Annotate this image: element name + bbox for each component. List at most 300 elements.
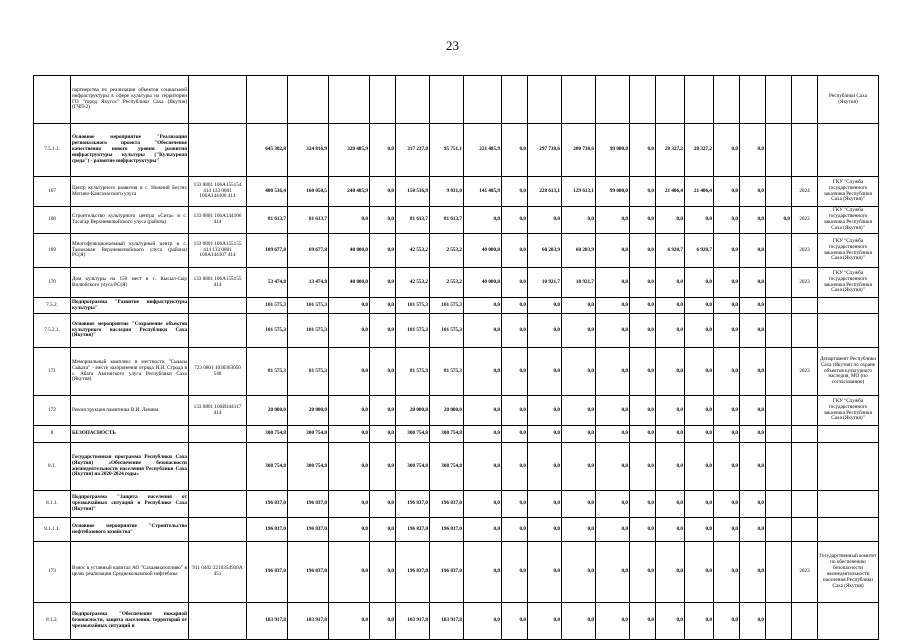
total-federal: 0,0 <box>329 207 370 234</box>
y3-all <box>656 76 685 124</box>
total-all: 109 677,8 <box>247 234 288 268</box>
total-republic: 324 816,9 <box>288 124 329 177</box>
y2-federal: 0,0 <box>596 314 630 348</box>
y3-other: 0,0 <box>740 124 766 177</box>
total-all: 196 837,0 <box>247 518 288 542</box>
row-name: Государственная программа Республики Саха (Якутия) «Обеспечение безопасности жизнедеятельности населения Республики Саха (Якутия) на 2020-2024 годы» <box>71 443 189 491</box>
y1-all: 81 613,7 <box>396 207 430 234</box>
completion-year <box>792 443 818 491</box>
table-row <box>34 542 879 603</box>
y3-all: 0,0 <box>656 268 685 298</box>
y4-all <box>766 348 792 396</box>
y1-federal: 40 000,0 <box>464 234 502 268</box>
y1-republic: 300 754,8 <box>430 426 464 443</box>
total-all: 196 837,0 <box>247 491 288 518</box>
total-all: 645 302,8 <box>247 124 288 177</box>
y2-all: 10 921,7 <box>528 268 562 298</box>
row-number: 173 <box>34 542 71 603</box>
y3-all: 0,0 <box>656 491 685 518</box>
total-all: 81 575,3 <box>247 348 288 396</box>
y1-all: 81 575,3 <box>396 348 430 396</box>
total-all: 300 754,8 <box>247 443 288 491</box>
row-number: 169 <box>34 234 71 268</box>
y3-federal <box>714 76 740 124</box>
y1-federal: 0,0 <box>464 298 502 314</box>
row-number: 171 <box>34 348 71 396</box>
completion-year: 2023 <box>792 542 818 603</box>
y1-republic: 196 837,0 <box>430 518 464 542</box>
y2-republic: 0,0 <box>562 396 596 426</box>
y2-all: 0,0 <box>528 518 562 542</box>
y3-other: 0,0 <box>740 426 766 443</box>
y1-republic <box>430 76 464 124</box>
y3-other: 0,0 <box>740 443 766 491</box>
y4-all <box>766 177 792 207</box>
y2-federal: 0,0 <box>596 491 630 518</box>
executor <box>818 124 879 177</box>
table-row <box>34 177 879 207</box>
investment-table <box>33 75 879 640</box>
y2-all: 228 613,1 <box>528 177 562 207</box>
y2-other: 0,0 <box>630 542 656 603</box>
total-republic: 196 837,0 <box>288 491 329 518</box>
total-other: 0,0 <box>370 518 396 542</box>
y2-all: 0,0 <box>528 348 562 396</box>
y2-federal: 0,0 <box>596 268 630 298</box>
executor <box>818 298 879 314</box>
y1-all: 196 837,0 <box>396 542 430 603</box>
y3-republic: 0,0 <box>685 348 714 396</box>
y1-other: 0,0 <box>502 542 528 603</box>
y4-all <box>766 314 792 348</box>
y1-other: 0,0 <box>502 314 528 348</box>
total-all <box>247 76 288 124</box>
y3-federal: 0,0 <box>714 234 740 268</box>
completion-year <box>792 298 818 314</box>
table-row <box>34 443 879 491</box>
total-republic <box>288 76 329 124</box>
executor: ГКУ "Служба государственного заказчика Республики Саха (Якутия)" <box>818 177 879 207</box>
completion-year <box>792 518 818 542</box>
row-name: Основное мероприятие "Сохранение объектов культурного наследия Республики Саха (Якутия)" <box>71 314 189 348</box>
y1-all: 103 917,8 <box>396 603 430 640</box>
y1-republic: 300 754,8 <box>430 443 464 491</box>
row-number: 7.5.2. <box>34 298 71 314</box>
completion-year <box>792 603 818 640</box>
y1-all: 20 000,0 <box>396 396 430 426</box>
y1-all: 317 237,0 <box>396 124 430 177</box>
y3-republic: 28 327,2 <box>685 124 714 177</box>
y2-other: 0,0 <box>630 396 656 426</box>
y2-republic: 0,0 <box>562 298 596 314</box>
y1-republic: 101 575,3 <box>430 298 464 314</box>
y4-all <box>766 298 792 314</box>
executor <box>818 603 879 640</box>
y3-other: 0,0 <box>740 491 766 518</box>
row-number: 168 <box>34 207 71 234</box>
completion-year: 2023 <box>792 268 818 298</box>
total-other: 0,0 <box>370 207 396 234</box>
total-republic: 300 754,8 <box>288 426 329 443</box>
y2-federal: 0,0 <box>596 443 630 491</box>
y3-all: 0,0 <box>656 396 685 426</box>
total-all: 20 000,0 <box>247 396 288 426</box>
row-name: Основное мероприятие "Строительство нефтебазового хозяйства" <box>71 518 189 542</box>
total-federal: 0,0 <box>329 603 370 640</box>
y1-federal: 0,0 <box>464 426 502 443</box>
y3-federal: 0,0 <box>714 426 740 443</box>
total-other: 0,0 <box>370 426 396 443</box>
y2-federal: 0,0 <box>596 396 630 426</box>
y1-federal: 0,0 <box>464 396 502 426</box>
row-number: 8.1. <box>34 443 71 491</box>
y1-federal: 221 485,9 <box>464 124 502 177</box>
row-code: 723 0801 1030363050 540 <box>189 348 247 396</box>
table-row <box>34 396 879 426</box>
total-federal: 0,0 <box>329 314 370 348</box>
total-all: 101 575,3 <box>247 298 288 314</box>
y2-other: 0,0 <box>630 207 656 234</box>
y3-other <box>740 76 766 124</box>
y1-other: 0,0 <box>502 124 528 177</box>
y1-federal: 40 000,0 <box>464 268 502 298</box>
y3-all: 0,0 <box>656 603 685 640</box>
table-row <box>34 603 879 640</box>
y3-republic: 0,0 <box>685 518 714 542</box>
executor <box>818 426 879 443</box>
total-federal: 0,0 <box>329 426 370 443</box>
y3-federal: 0,0 <box>714 314 740 348</box>
y1-republic: 81 613,7 <box>430 207 464 234</box>
y3-all: 6 920,7 <box>656 234 685 268</box>
y2-all: 0,0 <box>528 298 562 314</box>
total-federal: 0,0 <box>329 443 370 491</box>
y1-republic: 81 575,3 <box>430 348 464 396</box>
y3-republic: 0,0 <box>685 268 714 298</box>
row-name: Подпрограмма "Обеспечение пожарной безопасности, защита населения, территорий от чрезвычайных ситуаций и <box>71 603 189 640</box>
row-number: 8.1.2. <box>34 603 71 640</box>
y3-republic: 0,0 <box>685 443 714 491</box>
y1-all: 196 837,0 <box>396 491 430 518</box>
executor <box>818 518 879 542</box>
y4-all <box>766 76 792 124</box>
y2-republic: 200 738,6 <box>562 124 596 177</box>
y1-republic: 2 553,2 <box>430 234 464 268</box>
row-name: Основное мероприятие "Реализация регионального проекта "Обеспечение качественно нового уровня развития инфраструктуры культуры ("Культурная среда") - развитие инфраструктуры" <box>71 124 189 177</box>
page-number: 23 <box>446 38 459 53</box>
table-row <box>34 76 879 124</box>
y2-republic: 0,0 <box>562 426 596 443</box>
y1-federal: 0,0 <box>464 603 502 640</box>
row-number: 8.1.1. <box>34 491 71 518</box>
y1-all: 101 575,3 <box>396 314 430 348</box>
total-federal: 0,0 <box>329 491 370 518</box>
executor: Департамент Республики Саха (Якутия) по охране объектов культурного наследия, МО (по согласованию) <box>818 348 879 396</box>
y3-all: 0,0 <box>656 542 685 603</box>
total-republic: 20 000,0 <box>288 396 329 426</box>
total-other: 0,0 <box>370 542 396 603</box>
row-number: 7.5.1.1. <box>34 124 71 177</box>
y1-all: 42 553,2 <box>396 234 430 268</box>
total-other: 0,0 <box>370 298 396 314</box>
y3-all: 0,0 <box>656 443 685 491</box>
y1-all: 300 754,8 <box>396 443 430 491</box>
y3-federal: 0,0 <box>714 348 740 396</box>
row-code <box>189 314 247 348</box>
y2-all: 0,0 <box>528 207 562 234</box>
row-code <box>189 518 247 542</box>
total-republic: 101 575,3 <box>288 298 329 314</box>
y2-other: 0,0 <box>630 234 656 268</box>
y2-federal: 0,0 <box>596 603 630 640</box>
total-federal: 0,0 <box>329 348 370 396</box>
row-code: 133 0801 106A155155 414 133 0801 106A144107 414 <box>189 234 247 268</box>
y4-all <box>766 443 792 491</box>
y2-other: 0,0 <box>630 603 656 640</box>
y2-all <box>528 76 562 124</box>
y1-all: 101 575,3 <box>396 298 430 314</box>
y2-federal: 99 000,0 <box>596 177 630 207</box>
table-row <box>34 314 879 348</box>
completion-year <box>792 396 818 426</box>
y3-federal: 0,0 <box>714 542 740 603</box>
y3-other: 0,0 <box>740 396 766 426</box>
y1-other: 0,0 <box>502 491 528 518</box>
row-name: БЕЗОПАСНОСТЬ <box>71 426 189 443</box>
y1-other: 0,0 <box>502 298 528 314</box>
y3-other: 0,0 <box>740 348 766 396</box>
y1-federal: 141 485,9 <box>464 177 502 207</box>
row-name: Взнос в уставный капитал АО "Сахаавиатопливо" в целях реализации Среднеколымской нефтебазы <box>71 542 189 603</box>
y2-other: 0,0 <box>630 177 656 207</box>
total-other: 0,0 <box>370 268 396 298</box>
y2-other <box>630 76 656 124</box>
y2-all: 0,0 <box>528 396 562 426</box>
y3-other: 0,0 <box>740 234 766 268</box>
y1-all: 300 754,8 <box>396 426 430 443</box>
y3-republic: 6 920,7 <box>685 234 714 268</box>
y3-all: 0,0 <box>656 314 685 348</box>
total-republic: 103 917,8 <box>288 603 329 640</box>
table-row <box>34 207 879 234</box>
y1-other: 0,0 <box>502 207 528 234</box>
y3-federal: 0,0 <box>714 177 740 207</box>
row-name: партнерства по реализации объектов социальной инфраструктуры в сфере культуры на территории ГО "город Якутск" Республики Саха (Якутия) (ГЧП-2) <box>71 76 189 124</box>
total-republic: 300 754,8 <box>288 443 329 491</box>
y1-other: 0,0 <box>502 348 528 396</box>
y2-republic <box>562 76 596 124</box>
total-federal: 0,0 <box>329 396 370 426</box>
total-all: 53 474,8 <box>247 268 288 298</box>
y2-republic: 0,0 <box>562 443 596 491</box>
row-number <box>34 76 71 124</box>
y3-republic: 0,0 <box>685 426 714 443</box>
y2-all: 0,0 <box>528 443 562 491</box>
executor <box>818 314 879 348</box>
y1-federal <box>464 76 502 124</box>
executor: ГКУ "Служба государственного заказчика Республики Саха (Якутия)" <box>818 234 879 268</box>
y1-other: 0,0 <box>502 268 528 298</box>
y2-other: 0,0 <box>630 443 656 491</box>
row-code <box>189 491 247 518</box>
y2-all: 0,0 <box>528 314 562 348</box>
y2-other: 0,0 <box>630 518 656 542</box>
y4-all <box>766 234 792 268</box>
y3-federal: 0,0 <box>714 396 740 426</box>
y1-republic: 103 917,8 <box>430 603 464 640</box>
y1-federal: 0,0 <box>464 491 502 518</box>
completion-year: 2023 <box>792 234 818 268</box>
y1-republic: 9 031,0 <box>430 177 464 207</box>
row-number: 170 <box>34 268 71 298</box>
y2-all: 297 738,6 <box>528 124 562 177</box>
y3-federal: 0,0 <box>714 491 740 518</box>
completion-year: 2022 <box>792 207 818 234</box>
y3-other: 0,0 <box>740 298 766 314</box>
completion-year <box>792 124 818 177</box>
total-federal: 320 485,9 <box>329 124 370 177</box>
y1-federal: 0,0 <box>464 542 502 603</box>
y4-all <box>766 396 792 426</box>
y2-republic: 0,0 <box>562 491 596 518</box>
y1-other: 0,0 <box>502 396 528 426</box>
total-other <box>370 76 396 124</box>
total-other: 0,0 <box>370 396 396 426</box>
total-other: 0,0 <box>370 124 396 177</box>
y2-federal: 0,0 <box>596 234 630 268</box>
y4-all <box>766 268 792 298</box>
y1-republic: 20 000,0 <box>430 396 464 426</box>
y1-federal: 0,0 <box>464 443 502 491</box>
y3-federal: 0,0 <box>714 207 740 234</box>
y1-federal: 0,0 <box>464 518 502 542</box>
y2-federal: 0,0 <box>596 298 630 314</box>
total-federal: 240 485,9 <box>329 177 370 207</box>
total-federal <box>329 76 370 124</box>
y3-other: 0,0 <box>740 207 766 234</box>
y2-republic: 60 203,9 <box>562 234 596 268</box>
y1-other: 0,0 <box>502 177 528 207</box>
row-name: Многофункциональный культурный центр в с. Тамалакан Верхневилюйского улуса (района) РС(Я) <box>71 234 189 268</box>
y2-other: 0,0 <box>630 491 656 518</box>
total-republic: 81 613,7 <box>288 207 329 234</box>
executor: ГКУ "Служба государственного заказчика Республики Саха (Якутия)" <box>818 396 879 426</box>
y2-all: 0,0 <box>528 491 562 518</box>
row-name: Строительство культурного центра «Сита» в с. Тасагар Верхневилюйского улуса (района) <box>71 207 189 234</box>
executor: Государственный комитет по обеспечению безопасности жизнедеятельности населения Республики Саха (Якутия) <box>818 542 879 603</box>
executor: Республики Саха (Якутия) <box>818 76 879 124</box>
y2-all: 0,0 <box>528 426 562 443</box>
y1-all: 42 553,2 <box>396 268 430 298</box>
y1-other: 0,0 <box>502 426 528 443</box>
y3-republic: 0,0 <box>685 207 714 234</box>
y1-federal: 0,0 <box>464 348 502 396</box>
executor: ГКУ "Служба государственного заказчика Республики Саха (Якутия)" <box>818 268 879 298</box>
total-federal: 0,0 <box>329 542 370 603</box>
y1-other: 0,0 <box>502 234 528 268</box>
total-republic: 196 837,0 <box>288 542 329 603</box>
y2-republic: 0,0 <box>562 207 596 234</box>
total-republic: 81 575,3 <box>288 348 329 396</box>
y1-republic: 101 575,3 <box>430 314 464 348</box>
y3-all: 0,0 <box>656 518 685 542</box>
y4-all <box>766 603 792 640</box>
total-other: 0,0 <box>370 443 396 491</box>
total-all: 103 917,8 <box>247 603 288 640</box>
y2-other: 0,0 <box>630 298 656 314</box>
y3-federal: 0,0 <box>714 603 740 640</box>
y2-federal: 0,0 <box>596 542 630 603</box>
y1-federal: 0,0 <box>464 207 502 234</box>
total-other: 0,0 <box>370 603 396 640</box>
y4-all: 0,0 <box>766 207 792 234</box>
row-code <box>189 426 247 443</box>
row-code: 133 0801 106A155155 414 <box>189 268 247 298</box>
total-federal: 40 000,0 <box>329 268 370 298</box>
y2-other: 0,0 <box>630 314 656 348</box>
y2-federal <box>596 76 630 124</box>
y3-republic: 0,0 <box>685 542 714 603</box>
total-all: 101 575,3 <box>247 314 288 348</box>
y3-other: 0,0 <box>740 603 766 640</box>
y2-other: 0,0 <box>630 426 656 443</box>
table-row <box>34 268 879 298</box>
y2-republic: 0,0 <box>562 518 596 542</box>
y3-republic: 0,0 <box>685 603 714 640</box>
y3-other: 0,0 <box>740 518 766 542</box>
row-number: 7.5.2.1. <box>34 314 71 348</box>
total-all: 300 754,8 <box>247 426 288 443</box>
y2-federal: 0,0 <box>596 518 630 542</box>
y3-federal: 0,0 <box>714 124 740 177</box>
y2-other: 0,0 <box>630 124 656 177</box>
y2-federal: 99 000,0 <box>596 124 630 177</box>
y2-all: 0,0 <box>528 542 562 603</box>
y2-republic: 10 921,7 <box>562 268 596 298</box>
row-code: 133 0801 106A144106 414 <box>189 207 247 234</box>
y2-republic: 129 613,1 <box>562 177 596 207</box>
y3-all: 0,0 <box>656 298 685 314</box>
row-name: Центр культурного развития в с. Нижний Бестях Мегино-Кангаласского улуса <box>71 177 189 207</box>
y2-all: 60 203,9 <box>528 234 562 268</box>
table-row <box>34 426 879 443</box>
row-number: 8.1.1.1. <box>34 518 71 542</box>
y3-all: 0,0 <box>656 348 685 396</box>
y3-other: 0,0 <box>740 177 766 207</box>
y1-other: 0,0 <box>502 443 528 491</box>
y2-republic: 0,0 <box>562 348 596 396</box>
y2-republic: 0,0 <box>562 603 596 640</box>
row-name: Подпрограмма "Защита населения от чрезвычайных ситуаций в Республике Саха (Якутия)" <box>71 491 189 518</box>
y1-republic: 95 751,1 <box>430 124 464 177</box>
y3-federal: 0,0 <box>714 298 740 314</box>
y4-all <box>766 426 792 443</box>
total-republic: 196 837,0 <box>288 518 329 542</box>
completion-year <box>792 76 818 124</box>
y2-republic: 0,0 <box>562 314 596 348</box>
y4-all <box>766 542 792 603</box>
table-row <box>34 491 879 518</box>
executor <box>818 491 879 518</box>
total-other: 0,0 <box>370 177 396 207</box>
executor <box>818 443 879 491</box>
y3-republic: 0,0 <box>685 298 714 314</box>
y4-all <box>766 518 792 542</box>
y3-republic: 21 406,4 <box>685 177 714 207</box>
row-number: 172 <box>34 396 71 426</box>
y4-all <box>766 124 792 177</box>
total-republic: 69 677,8 <box>288 234 329 268</box>
